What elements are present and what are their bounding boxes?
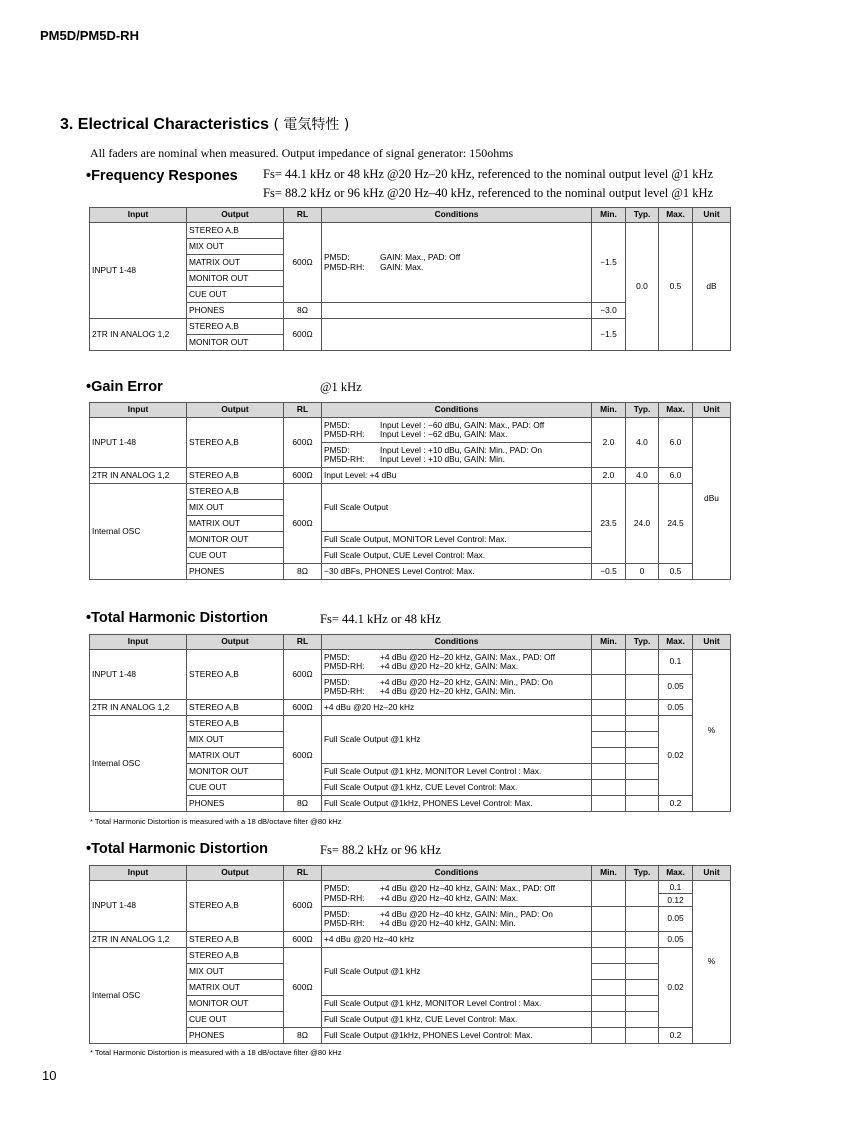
max-cell xyxy=(659,881,693,907)
input-cell: INPUT 1-48 xyxy=(90,418,187,468)
typ-cell xyxy=(626,948,659,964)
output-cell: MONITOR OUT xyxy=(187,764,284,780)
max-cell: 0.2 xyxy=(659,1028,693,1044)
output-cell: MIX OUT xyxy=(187,732,284,748)
typ-cell xyxy=(626,881,659,907)
typ-cell xyxy=(626,932,659,948)
cond-text: Input Level : −62 dBu, GAIN: Max. xyxy=(380,429,508,439)
min-cell xyxy=(592,932,626,948)
max-cell: 24.5 xyxy=(659,484,693,564)
min-cell xyxy=(592,748,626,764)
input-cell: INPUT 1-48 xyxy=(90,881,187,932)
rl-cell: 8Ω xyxy=(284,303,322,319)
rl-cell: 600Ω xyxy=(284,650,322,700)
col-input: Input xyxy=(90,866,187,881)
output-cell: PHONES xyxy=(187,303,284,319)
output-cell: MONITOR OUT xyxy=(187,532,284,548)
freq-title: •Frequency Respones xyxy=(86,168,238,184)
output-cell: CUE OUT xyxy=(187,287,284,303)
typ-cell xyxy=(626,796,659,812)
max-cell: 0.05 xyxy=(659,932,693,948)
max-cell: 0.02 xyxy=(659,716,693,796)
cond-label: PM5D: xyxy=(324,252,350,263)
thd2-note: Fs= 88.2 kHz or 96 kHz xyxy=(320,843,441,857)
output-cell: STEREO A,B xyxy=(187,418,284,468)
cond-text: +4 dBu @20 Hz–20 kHz, GAIN: Min. xyxy=(380,686,516,696)
conditions-cell xyxy=(322,223,592,303)
output-cell: CUE OUT xyxy=(187,1012,284,1028)
cond-label: PM5D: xyxy=(324,444,350,455)
section-title-jp: ( 電気特性 ) xyxy=(273,117,350,133)
min-cell: −1.5 xyxy=(592,223,626,303)
col-rl: RL xyxy=(284,866,322,881)
col-input: Input xyxy=(90,635,187,650)
typ-cell xyxy=(626,1028,659,1044)
rl-cell: 600Ω xyxy=(284,948,322,1028)
cond-label: PM5D: xyxy=(324,419,350,430)
min-cell xyxy=(592,980,626,996)
unit-cell: % xyxy=(693,650,731,812)
intro-text: All faders are nominal when measured. Output impedance of signal generator: 150ohms xyxy=(90,146,514,160)
conditions-cell: Full Scale Output xyxy=(322,484,592,532)
rl-cell: 8Ω xyxy=(284,564,322,580)
gain-title: •Gain Error xyxy=(86,379,163,395)
col-conditions: Conditions xyxy=(322,866,592,881)
cond-text: GAIN: Max. xyxy=(380,261,424,272)
rl-cell: 600Ω xyxy=(284,700,322,716)
typ-cell xyxy=(626,907,659,932)
col-typ: Typ. xyxy=(626,208,659,223)
col-output: Output xyxy=(187,208,284,223)
thd1-footnote: * Total Harmonic Distortion is measured with a 18 dB/octave filter @80 kHz xyxy=(90,817,342,826)
max-cell: 0.5 xyxy=(659,223,693,351)
typ-cell xyxy=(626,732,659,748)
col-max: Max. xyxy=(659,866,693,881)
rl-cell: 8Ω xyxy=(284,796,322,812)
min-cell xyxy=(592,675,626,700)
output-cell: STEREO A,B xyxy=(187,700,284,716)
conditions-cell xyxy=(322,319,592,351)
max-cell: 0.1 xyxy=(659,650,693,675)
min-cell xyxy=(592,650,626,675)
min-cell xyxy=(592,1012,626,1028)
col-min: Min. xyxy=(592,208,626,223)
gain-note: @1 kHz xyxy=(320,380,362,394)
typ-cell: 0 xyxy=(626,564,659,580)
output-cell: MATRIX OUT xyxy=(187,980,284,996)
thd1-table xyxy=(89,634,731,812)
col-max: Max. xyxy=(659,635,693,650)
input-cell: 2TR IN ANALOG 1,2 xyxy=(90,700,187,716)
output-cell: MIX OUT xyxy=(187,500,284,516)
cond-label: PM5D-RH: xyxy=(324,261,365,272)
cond-text: +4 dBu @20 Hz–40 kHz, GAIN: Max., PAD: Off xyxy=(380,883,556,894)
max-cell: 0.05 xyxy=(659,907,693,932)
min-cell xyxy=(592,996,626,1012)
typ-cell xyxy=(626,748,659,764)
output-cell: STEREO A,B xyxy=(187,716,284,732)
thd2-footnote: * Total Harmonic Distortion is measured with a 18 dB/octave filter @80 kHz xyxy=(90,1048,342,1057)
col-unit: Unit xyxy=(693,403,731,418)
min-cell: −0.5 xyxy=(592,564,626,580)
min-cell xyxy=(592,716,626,732)
output-cell: STEREO A,B xyxy=(187,948,284,964)
typ-cell xyxy=(626,675,659,700)
thd1-title: •Total Harmonic Distortion xyxy=(86,610,269,626)
cond-label: PM5D: xyxy=(324,651,350,662)
rl-cell: 600Ω xyxy=(284,468,322,484)
min-cell: 2.0 xyxy=(592,468,626,484)
conditions-cell: Full Scale Output @1kHz, PHONES Level Control: Max. xyxy=(322,796,592,812)
section-title-en: 3. Electrical Characteristics xyxy=(60,116,270,133)
rl-cell: 600Ω xyxy=(284,319,322,351)
conditions-cell: Full Scale Output @1kHz, PHONES Level Control: Max. xyxy=(322,1028,592,1044)
max-cell: 0.05 xyxy=(659,675,693,700)
typ-cell xyxy=(626,996,659,1012)
unit-cell: dBu xyxy=(693,418,731,580)
col-rl: RL xyxy=(284,635,322,650)
cond-text: Input Level : +10 dBu, GAIN: Min., PAD: On xyxy=(380,444,543,455)
output-cell: STEREO A,B xyxy=(187,223,284,239)
output-cell: PHONES xyxy=(187,564,284,580)
conditions-cell: Input Level: +4 dBu xyxy=(322,468,592,484)
max-cell: 0.5 xyxy=(659,564,693,580)
conditions-cell: Full Scale Output @1 kHz xyxy=(322,948,592,996)
cond-text: +4 dBu @20 Hz–20 kHz, GAIN: Max. xyxy=(380,661,519,671)
min-cell xyxy=(592,964,626,980)
col-input: Input xyxy=(90,208,187,223)
col-unit: Unit xyxy=(693,635,731,650)
output-cell: MATRIX OUT xyxy=(187,516,284,532)
col-output: Output xyxy=(187,403,284,418)
cond-label: PM5D-RH: xyxy=(324,892,365,903)
min-cell xyxy=(592,881,626,907)
max-cell: 6.0 xyxy=(659,418,693,468)
typ-cell: 4.0 xyxy=(626,418,659,468)
conditions-cell: Full Scale Output, MONITOR Level Control: Max. xyxy=(322,532,592,548)
conditions-cell xyxy=(322,675,592,700)
col-conditions: Conditions xyxy=(322,403,592,418)
conditions-cell: Full Scale Output @1 kHz, CUE Level Control: Max. xyxy=(322,780,592,796)
col-max: Max. xyxy=(659,403,693,418)
conditions-cell: −30 dBFs, PHONES Level Control: Max. xyxy=(322,564,592,580)
typ-cell: 24.0 xyxy=(626,484,659,564)
min-cell xyxy=(592,948,626,964)
conditions-cell: +4 dBu @20 Hz–20 kHz xyxy=(322,700,592,716)
typ-cell xyxy=(626,1012,659,1028)
output-cell: STEREO A,B xyxy=(187,484,284,500)
rl-cell: 600Ω xyxy=(284,716,322,796)
cond-text: Input Level : +10 dBu, GAIN: Min. xyxy=(380,454,505,464)
output-cell: MONITOR OUT xyxy=(187,271,284,287)
conditions-cell xyxy=(322,907,592,932)
conditions-cell: +4 dBu @20 Hz–40 kHz xyxy=(322,932,592,948)
input-cell: Internal OSC xyxy=(90,948,187,1044)
max-cell: 6.0 xyxy=(659,468,693,484)
cond-text: GAIN: Max., PAD: Off xyxy=(380,252,461,263)
col-rl: RL xyxy=(284,208,322,223)
cond-label: PM5D-RH: xyxy=(324,429,365,439)
min-cell xyxy=(592,780,626,796)
col-conditions: Conditions xyxy=(322,208,592,223)
output-cell: STEREO A,B xyxy=(187,932,284,948)
output-cell: CUE OUT xyxy=(187,548,284,564)
conditions-cell: Full Scale Output @1 kHz xyxy=(322,716,592,764)
min-cell xyxy=(592,732,626,748)
max-value-upper: 0.1 xyxy=(659,881,692,894)
min-cell: −3.0 xyxy=(592,303,626,319)
conditions-cell: Full Scale Output, CUE Level Control: Max. xyxy=(322,548,592,564)
freq-note2: Fs= 88.2 kHz or 96 kHz @20 Hz–40 kHz, referenced to the nominal output level @1 kHz xyxy=(263,186,714,200)
typ-cell xyxy=(626,700,659,716)
cond-text: +4 dBu @20 Hz–40 kHz, GAIN: Min. xyxy=(380,918,516,928)
output-cell: STEREO A,B xyxy=(187,468,284,484)
output-cell: PHONES xyxy=(187,796,284,812)
min-cell xyxy=(592,1028,626,1044)
thd1-note: Fs= 44.1 kHz or 48 kHz xyxy=(320,612,441,626)
freq-response-table xyxy=(89,207,731,351)
cond-text: Input Level : −60 dBu, GAIN: Max., PAD: Off xyxy=(380,419,545,430)
min-cell xyxy=(592,700,626,716)
col-min: Min. xyxy=(592,635,626,650)
conditions-cell: Full Scale Output @1 kHz, MONITOR Level Control : Max. xyxy=(322,996,592,1012)
rl-cell: 600Ω xyxy=(284,932,322,948)
conditions-cell xyxy=(322,650,592,675)
typ-cell xyxy=(626,980,659,996)
cond-text: +4 dBu @20 Hz–40 kHz, GAIN: Max. xyxy=(380,892,519,903)
col-typ: Typ. xyxy=(626,403,659,418)
section-title xyxy=(60,114,349,134)
typ-cell xyxy=(626,964,659,980)
thd2-table xyxy=(89,865,731,1044)
output-cell: STEREO A,B xyxy=(187,650,284,700)
input-cell: INPUT 1-48 xyxy=(90,650,187,700)
unit-cell: % xyxy=(693,881,731,1044)
cond-text: +4 dBu @20 Hz–20 kHz, GAIN: Min., PAD: On xyxy=(380,676,553,687)
typ-cell: 0.0 xyxy=(626,223,659,351)
conditions-cell xyxy=(322,881,592,907)
cond-text: +4 dBu @20 Hz–40 kHz, GAIN: Min., PAD: On xyxy=(380,908,553,919)
max-cell: 0.2 xyxy=(659,796,693,812)
input-cell: Internal OSC xyxy=(90,484,187,580)
input-cell: Internal OSC xyxy=(90,716,187,812)
col-input: Input xyxy=(90,403,187,418)
typ-cell xyxy=(626,780,659,796)
output-cell: PHONES xyxy=(187,1028,284,1044)
min-cell: 23.5 xyxy=(592,484,626,564)
rl-cell: 600Ω xyxy=(284,418,322,468)
typ-cell xyxy=(626,764,659,780)
cond-label: PM5D: xyxy=(324,883,350,894)
input-cell: 2TR IN ANALOG 1,2 xyxy=(90,468,187,484)
input-cell: 2TR IN ANALOG 1,2 xyxy=(90,932,187,948)
col-unit: Unit xyxy=(693,866,731,881)
output-cell: MIX OUT xyxy=(187,239,284,255)
cond-label: PM5D-RH: xyxy=(324,686,365,696)
conditions-cell: Full Scale Output @1 kHz, MONITOR Level Control : Max. xyxy=(322,764,592,780)
col-min: Min. xyxy=(592,866,626,881)
col-output: Output xyxy=(187,635,284,650)
max-value-lower: 0.12 xyxy=(667,895,684,905)
unit-cell: dB xyxy=(693,223,731,351)
conditions-cell xyxy=(322,303,592,319)
min-cell: −1.5 xyxy=(592,319,626,351)
cond-label: PM5D-RH: xyxy=(324,918,365,928)
output-cell: CUE OUT xyxy=(187,780,284,796)
output-cell: MATRIX OUT xyxy=(187,255,284,271)
rl-cell: 600Ω xyxy=(284,484,322,564)
rl-cell: 600Ω xyxy=(284,223,322,303)
conditions-cell xyxy=(322,418,592,443)
col-rl: RL xyxy=(284,403,322,418)
min-cell: 2.0 xyxy=(592,418,626,468)
gain-error-table xyxy=(89,402,731,580)
output-cell: MONITOR OUT xyxy=(187,996,284,1012)
document-header: PM5D/PM5D-RH xyxy=(40,28,139,43)
col-conditions: Conditions xyxy=(322,635,592,650)
col-min: Min. xyxy=(592,403,626,418)
input-cell: INPUT 1-48 xyxy=(90,223,187,319)
thd2-title: •Total Harmonic Distortion xyxy=(86,841,269,857)
output-cell: STEREO A,B xyxy=(187,881,284,932)
col-unit: Unit xyxy=(693,208,731,223)
freq-note1: Fs= 44.1 kHz or 48 kHz @20 Hz–20 kHz, referenced to the nominal output level @1 kHz xyxy=(263,167,714,181)
output-cell: MATRIX OUT xyxy=(187,748,284,764)
output-cell: MIX OUT xyxy=(187,964,284,980)
min-cell xyxy=(592,907,626,932)
col-max: Max. xyxy=(659,208,693,223)
rl-cell: 8Ω xyxy=(284,1028,322,1044)
typ-cell: 4.0 xyxy=(626,468,659,484)
cond-text: +4 dBu @20 Hz–20 kHz, GAIN: Max., PAD: Off xyxy=(380,651,556,662)
output-cell: MONITOR OUT xyxy=(187,335,284,351)
max-cell: 0.02 xyxy=(659,948,693,1028)
page-number: 10 xyxy=(42,1068,57,1083)
typ-cell xyxy=(626,650,659,675)
col-typ: Typ. xyxy=(626,866,659,881)
col-typ: Typ. xyxy=(626,635,659,650)
conditions-cell xyxy=(322,443,592,468)
cond-label: PM5D: xyxy=(324,908,350,919)
col-output: Output xyxy=(187,866,284,881)
output-cell: STEREO A,B xyxy=(187,319,284,335)
cond-label: PM5D-RH: xyxy=(324,661,365,671)
typ-cell xyxy=(626,716,659,732)
rl-cell: 600Ω xyxy=(284,881,322,932)
min-cell xyxy=(592,764,626,780)
min-cell xyxy=(592,796,626,812)
cond-label: PM5D-RH: xyxy=(324,454,365,464)
input-cell: 2TR IN ANALOG 1,2 xyxy=(90,319,187,351)
max-cell: 0.05 xyxy=(659,700,693,716)
cond-label: PM5D: xyxy=(324,676,350,687)
conditions-cell: Full Scale Output @1 kHz, CUE Level Control: Max. xyxy=(322,1012,592,1028)
